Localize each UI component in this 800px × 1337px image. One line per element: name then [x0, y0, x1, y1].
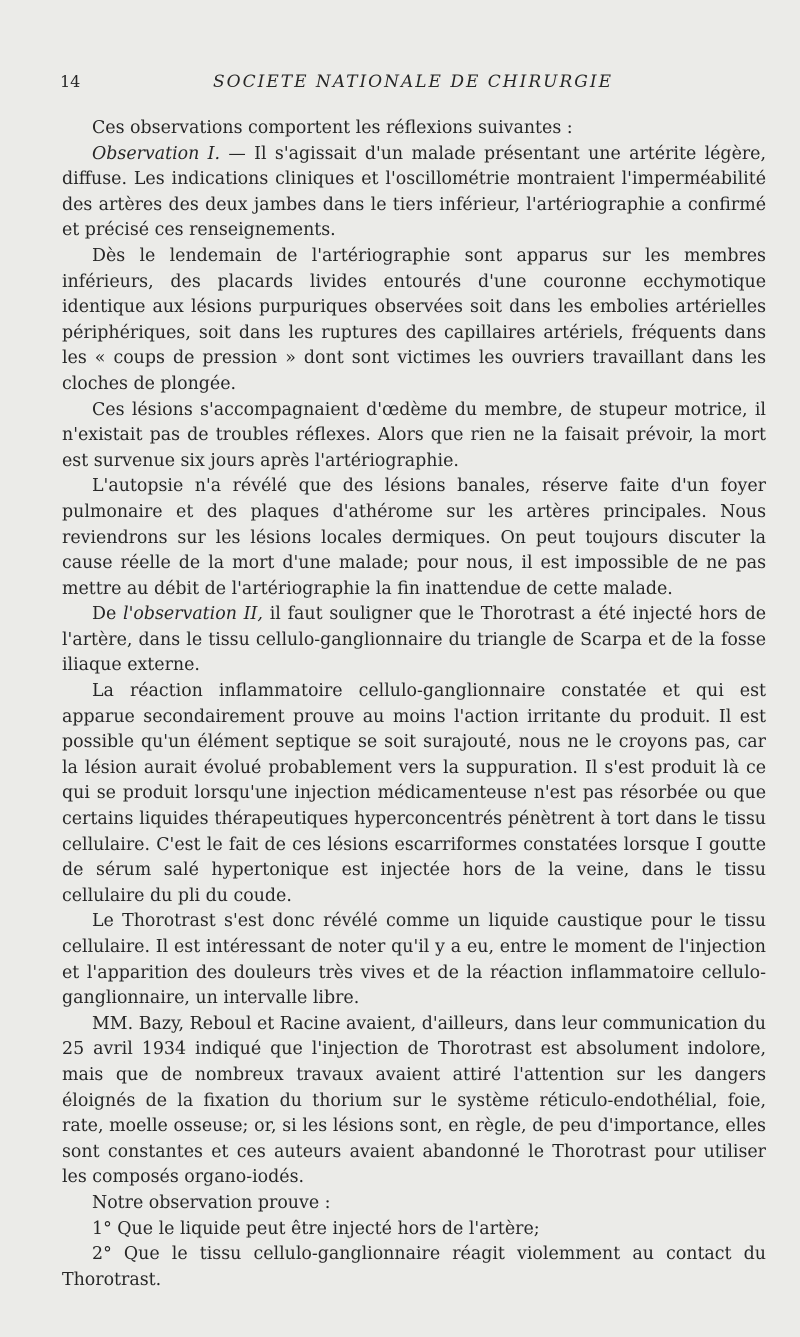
page-header [60, 72, 766, 96]
observation-label: l'observation II, [123, 604, 263, 625]
paragraph-text: De [92, 604, 124, 625]
observation-label: Observation I. [92, 143, 221, 164]
paragraph: Ces lésions s'accompagnaient d'œdème du membre, de stupeur motrice, il n'existait pas de troubles réflexes. Alors que rien ne la faisait prévoir, la mort est survenue six jours après l'artériographie. [62, 399, 766, 471]
paragraph: Le Thorotrast s'est donc révélé comme un liquide caustique pour le tissu cellulaire. Il est intéressant de noter qu'il y a eu, entre le moment de l'injection et l'apparition des douleurs très vives et de la réaction inflammatoire cellulo-ganglionnaire, un intervalle libre. [62, 911, 766, 1009]
paragraph-text: — Il s'agissait d'un malade présentant une artérite légère, diffuse. Les indications cliniques et l'oscillométrie montraient l'imperméabilité des artères des deux jambes dans le tiers inférieur, l'artériographie a confirmé et précisé ces renseignements. [62, 143, 766, 241]
list-item: 1° Que le liquide peut être injecté hors de l'artère; [92, 1218, 540, 1239]
paragraph: Dès le lendemain de l'artériographie sont apparus sur les membres inférieurs, des placards livides entourés d'une couronne ecchymotique identique aux lésions purpuriques observées soit dans les embolies artérielles périphériques, soit dans les ruptures des capillaires artériels, fréquents dans les « coups de pression » dont sont victimes les ouvriers travaillant dans les cloches de plongée. [62, 245, 766, 394]
paragraph: MM. Bazy, Reboul et Racine avaient, d'ailleurs, dans leur communication du 25 avril 1934 indiqué que l'injection de Thorotrast est absolument indolore, mais que de nombreux travaux avaient attiré l'attention sur les dangers éloignés de la fixation du thorium sur le système réticulo-endothélial, foie, rate, moelle osseuse; or, si les lésions sont, en règle, de peu d'importance, elles sont constantes et ces auteurs avaient abandonné le Thorotrast pour utiliser les composés organo-iodés. [62, 1013, 766, 1188]
paragraph: Ces observations comportent les réflexions suivantes : [92, 118, 573, 138]
paragraph [62, 142, 766, 244]
paragraph: La réaction inflammatoire cellulo-ganglionnaire constatée et qui est apparue secondairement prouve au moins l'action irritante du produit. Il est possible qu'un élément septique se soit surajouté, nous ne le croyons pas, car la lésion aurait évolué probablement vers la suppuration. Il s'est produit là ce qui se produit lorsqu'une injection médicamenteuse n'est pas résorbée ou que certains liquides thérapeutiques hyperconcentrés pénètrent à tort dans le tissu cellulaire. C'est le fait de ces lésions escarriformes constatées lorsque I goutte de sérum salé hypertonique est injectée hors de la veine, dans le tissu cellulaire du pli du coude. [62, 681, 766, 906]
body-text [62, 116, 766, 1293]
paragraph: Notre observation prouve : [92, 1192, 331, 1213]
paragraph: L'autopsie n'a révélé que des lésions banales, réserve faite d'un foyer pulmonaire et des plaques d'athérome sur les artères principales. Nous reviendrons sur les lésions locales dermiques. On peut toujours discuter la cause réelle de la mort d'une malade; pour nous, il est impossible de ne pas mettre au débit de l'artériographie la fin inattendue de cette malade. [62, 476, 766, 599]
page-number: 14 [60, 72, 81, 91]
running-title: SOCIETE NATIONALE DE CHIRURGIE [213, 72, 613, 92]
list-item: 2° Que le tissu cellulo-ganglionnaire réagit violemment au contact du Thorotrast. [62, 1244, 766, 1290]
paragraph-text: il faut souligner que le Thorotrast a été injecté hors de l'artère, dans le tissu cellulo-ganglionnaire du triangle de Scarpa et de la fosse iliaque externe. [62, 604, 767, 676]
paragraph [62, 602, 766, 679]
